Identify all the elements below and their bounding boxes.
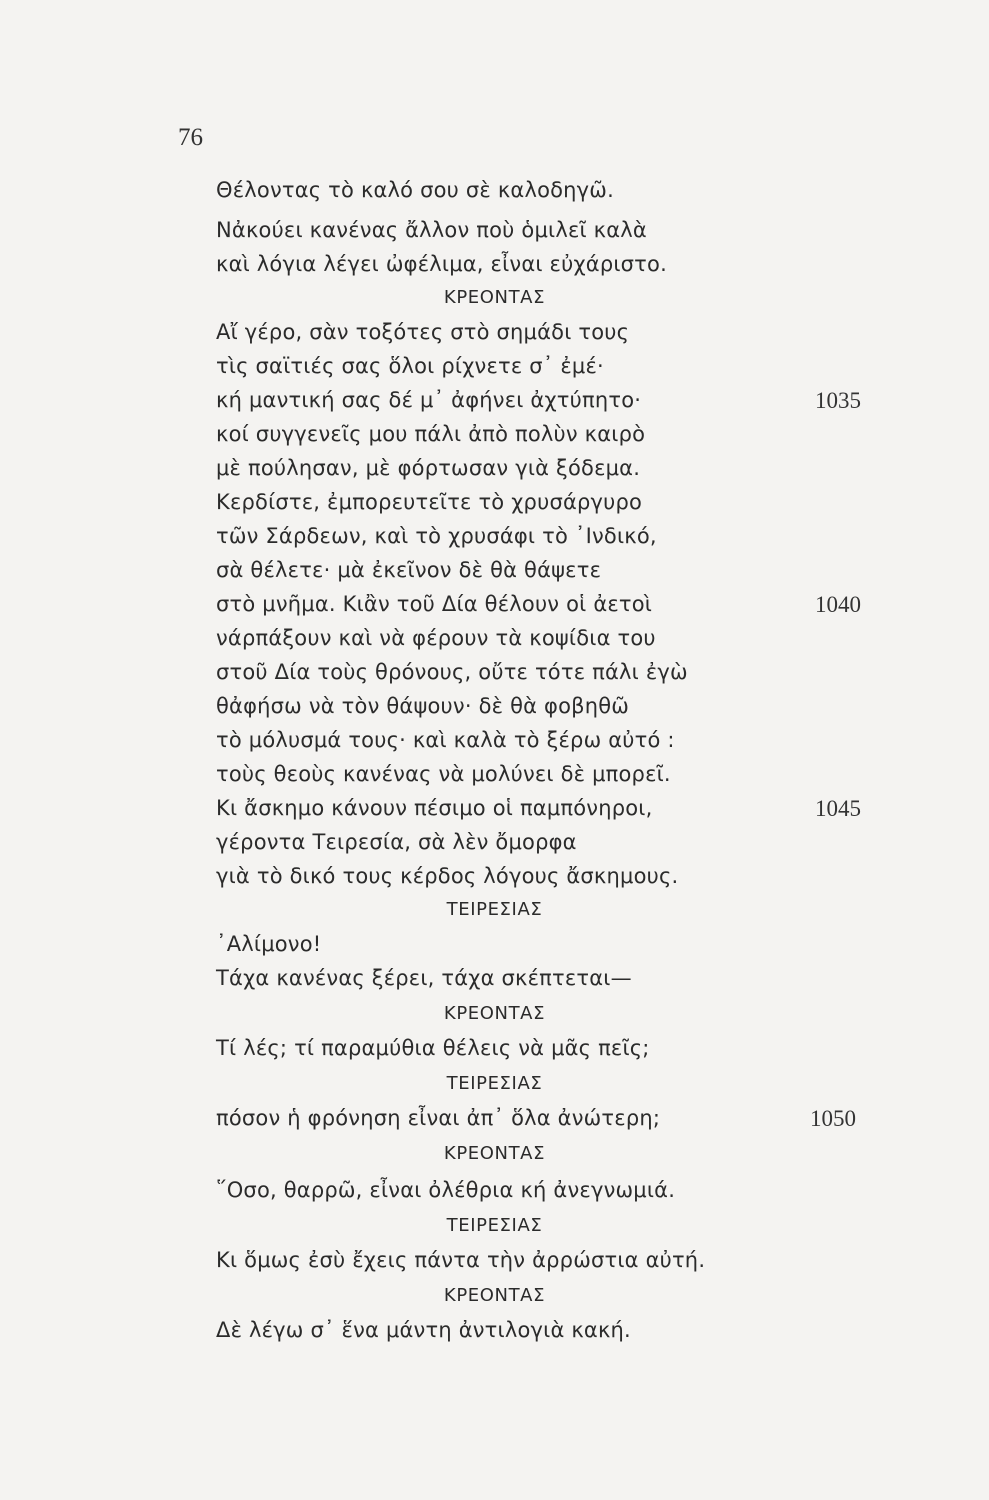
verse-line: τῶν Σάρδεων, καὶ τὸ χρυσάφι τὸ ᾿Ινδικό,: [216, 524, 657, 548]
speaker-name: ΤΕΙΡΕΣΙΑΣ: [446, 899, 543, 920]
verse-line: Νἀκούει κανένας ἄλλον ποὺ ὁμιλεῖ καλὰ: [216, 218, 647, 242]
verse-line: Κι ὅμως ἐσὺ ἔχεις πάντα τὴν ἀρρώστια αὐτή.: [216, 1248, 706, 1272]
verse-line: Τάχα κανένας ξέρει, τάχα σκέπτεται—: [216, 966, 632, 990]
verse-line: στὸ μνῆμα. Κιἂν τοῦ Δία θέλουν οἱ ἀετοὶ: [216, 592, 653, 616]
speaker-name: ΚΡΕΟΝΤΑΣ: [443, 1285, 546, 1306]
verse-line: γιὰ τὸ δικό τους κέρδος λόγους ἄσκημους.: [216, 864, 679, 888]
verse-line: καὶ λόγια λέγει ὠφέλιμα, εἶναι εὐχάριστο.: [216, 252, 667, 276]
line-number: 1045: [815, 796, 861, 821]
verse-line: νάρπάξουν καὶ νὰ φέρουν τὰ κοψίδια του: [216, 626, 656, 650]
speaker-name: ΚΡΕΟΝΤΑΣ: [443, 1143, 546, 1164]
line-number: 1050: [810, 1106, 856, 1131]
verse-line: κοί συγγενεῖς μου πάλι ἀπὸ πολὺν καιρὸ: [216, 422, 646, 446]
verse-line: πόσον ἡ φρόνηση εἶναι ἀπ᾽ ὅλα ἀνώτερη;: [216, 1106, 661, 1130]
verse-line: Θέλοντας τὸ καλό σου σὲ καλοδηγῶ.: [216, 178, 614, 202]
line-number: 1035: [815, 388, 861, 413]
verse-line: κή μαντική σας δέ μ᾽ ἀφήνει ἀχτύπητο·: [216, 388, 642, 412]
page-number: 76: [178, 124, 203, 151]
verse-line: σὰ θέλετε· μὰ ἐκεῖνον δὲ θὰ θάψετε: [216, 558, 602, 582]
verse-line: τὸ μόλυσμά τους· καὶ καλὰ τὸ ξέρω αὐτό :: [216, 728, 675, 752]
verse-line: Αἴ γέρο, σὰν τοξότες στὸ σημάδι τους: [216, 320, 630, 344]
verse-line: θἀφήσω νὰ τὸν θάψουν· δὲ θὰ φοβηθῶ: [216, 694, 630, 718]
verse-line: Κερδίστε, ἐμπορευτεῖτε τὸ χρυσάργυρο: [216, 490, 643, 514]
speaker-name: ΤΕΙΡΕΣΙΑΣ: [446, 1215, 543, 1236]
line-number: 1040: [815, 592, 861, 617]
speaker-name: ΚΡΕΟΝΤΑΣ: [443, 287, 546, 308]
verse-line: γέροντα Τειρεσία, σὰ λὲν ὄμορφα: [216, 830, 577, 854]
verse-line: Δὲ λέγω σ᾽ ἕνα μάντη ἀντιλογιὰ κακή.: [216, 1318, 631, 1342]
speaker-name: ΤΕΙΡΕΣΙΑΣ: [446, 1073, 543, 1094]
verse-line: ῞Οσο, θαρρῶ, εἶναι ὀλέθρια κή ἀνεγνωμιά.: [216, 1178, 676, 1202]
verse-line: τοὺς θεοὺς κανένας νὰ μολύνει δὲ μπορεῖ.: [216, 762, 671, 786]
verse-line: στοῦ Δία τοὺς θρόνους, οὔτε τότε πάλι ἐγὼ: [216, 660, 688, 684]
verse-line: Κι ἄσκημο κάνουν πέσιμο οἱ παμπόνηροι,: [216, 796, 653, 820]
verse-line: ᾿Αλίμονο!: [216, 932, 322, 956]
verse-line: μὲ πούλησαν, μὲ φόρτωσαν γιὰ ξόδεμα.: [216, 456, 641, 480]
verse-line: τὶς σαϊτιές σας ὅλοι ρίχνετε σ᾽ ἐμέ·: [216, 354, 604, 378]
speaker-name: ΚΡΕΟΝΤΑΣ: [443, 1003, 546, 1024]
verse-line: Τί λές; τί παραμύθια θέλεις νὰ μᾶς πεῖς;: [216, 1036, 650, 1060]
